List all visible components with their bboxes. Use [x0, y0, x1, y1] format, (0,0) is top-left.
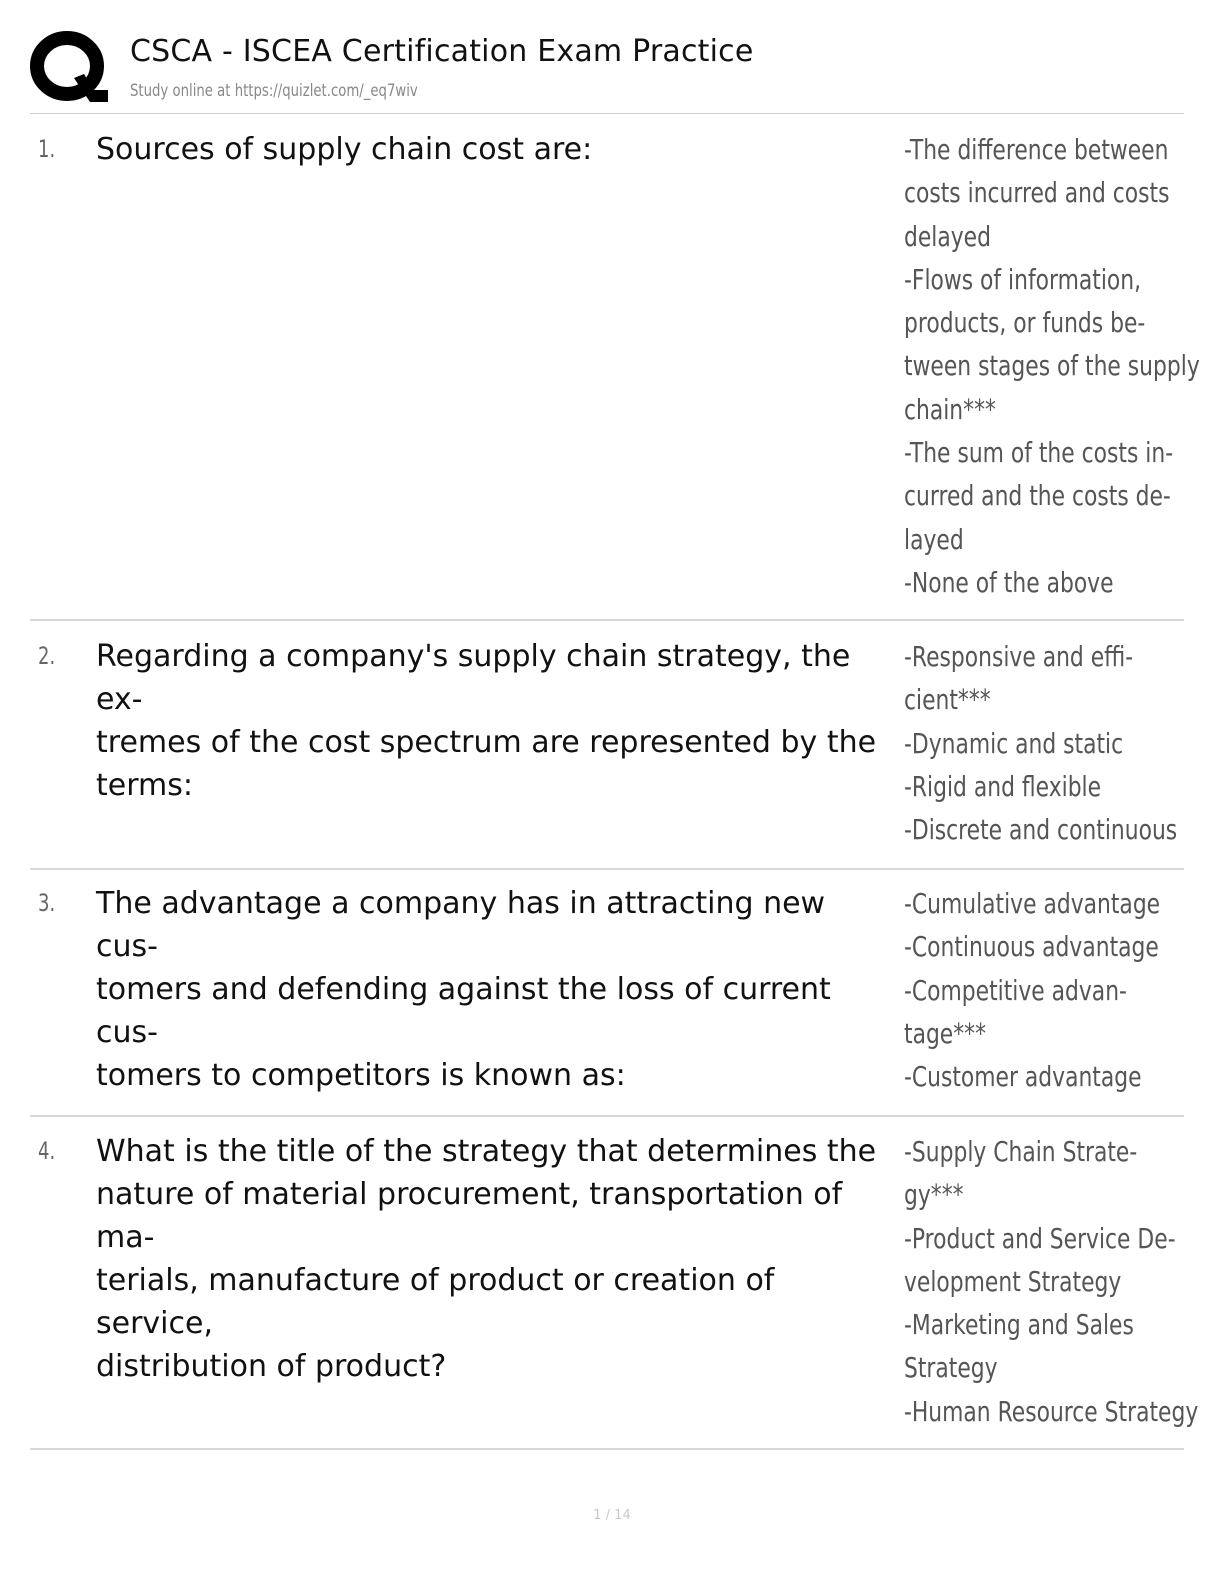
card-divider [30, 619, 1184, 621]
definition-line: -Responsive and effi- [904, 640, 1134, 673]
card-definition [904, 1130, 1199, 1433]
definition-line: velopment Strategy [904, 1264, 1122, 1298]
definition-line: -Rigid and flexible [904, 769, 1102, 803]
definition-line: gy*** [904, 1178, 964, 1212]
card-term: What is the title of the strategy that determines the nature of material procurement, transportation of ma- terials, manufacture of product or creation of service, distribution of product? [96, 1134, 877, 1384]
definition-line: delayed [904, 219, 991, 253]
definition-line: -Product and Service De- [904, 1221, 1176, 1255]
definition-line: -Discrete and continuous [904, 813, 1178, 847]
definition-line: -Cumulative advantage [904, 887, 1161, 920]
definition-line: -Marketing and Sales [904, 1308, 1134, 1342]
definition-line: costs incurred and costs [904, 176, 1170, 210]
card-number: 4. [38, 1137, 56, 1165]
definition-line: -Continuous advantage [904, 930, 1159, 964]
card-number: 2. [38, 642, 56, 670]
study-online-link[interactable]: Study online at https://quizlet.com/_eq7wiv [130, 81, 418, 101]
definition-line: tage*** [904, 1016, 987, 1050]
definition-line: -Flows of information, [904, 262, 1142, 296]
definition-line: -None of the above [904, 565, 1114, 599]
document-title: CSCA - ISCEA Certification Exam Practice [130, 34, 754, 69]
card-term: The advantage a company has in attracting new cus- tomers and defending against the loss of current cus- tomers to competitors is known as: [96, 886, 831, 1093]
card-definition [904, 128, 1200, 604]
card-term: Sources of supply chain cost are: [96, 132, 593, 167]
card-divider [30, 1115, 1184, 1117]
definition-line: -Dynamic and static [904, 726, 1124, 760]
definition-line: chain*** [904, 392, 996, 426]
definition-line: -Customer advantage [904, 1060, 1142, 1094]
definition-line: -Supply Chain Strate- [904, 1135, 1138, 1168]
card-term: Regarding a company's supply chain strategy, the ex- tremes of the cost spectrum are represented by the terms: [96, 639, 877, 803]
header-divider [30, 113, 1184, 114]
card-number: 1. [38, 135, 56, 163]
quizlet-logo-icon [30, 30, 108, 106]
definition-line: curred and the costs de- [904, 479, 1171, 513]
definition-line: products, or funds be- [904, 306, 1146, 340]
definition-line: tween stages of the supply [904, 349, 1200, 383]
card-definition [904, 635, 1178, 851]
document-header [30, 28, 1184, 114]
definition-line: -The difference between [904, 133, 1169, 166]
card-definition [904, 882, 1161, 1098]
page-number: 1 / 14 [593, 1508, 631, 1523]
definition-line: -The sum of the costs in- [904, 436, 1174, 470]
definition-line: -Human Resource Strategy [904, 1394, 1199, 1428]
definition-line: -Competitive advan- [904, 973, 1127, 1007]
definition-line: cient*** [904, 683, 991, 717]
card-number: 3. [38, 889, 56, 917]
definition-line: Strategy [904, 1351, 998, 1385]
definition-line: layed [904, 522, 964, 556]
card-divider [30, 868, 1184, 870]
card-divider [30, 1448, 1184, 1450]
